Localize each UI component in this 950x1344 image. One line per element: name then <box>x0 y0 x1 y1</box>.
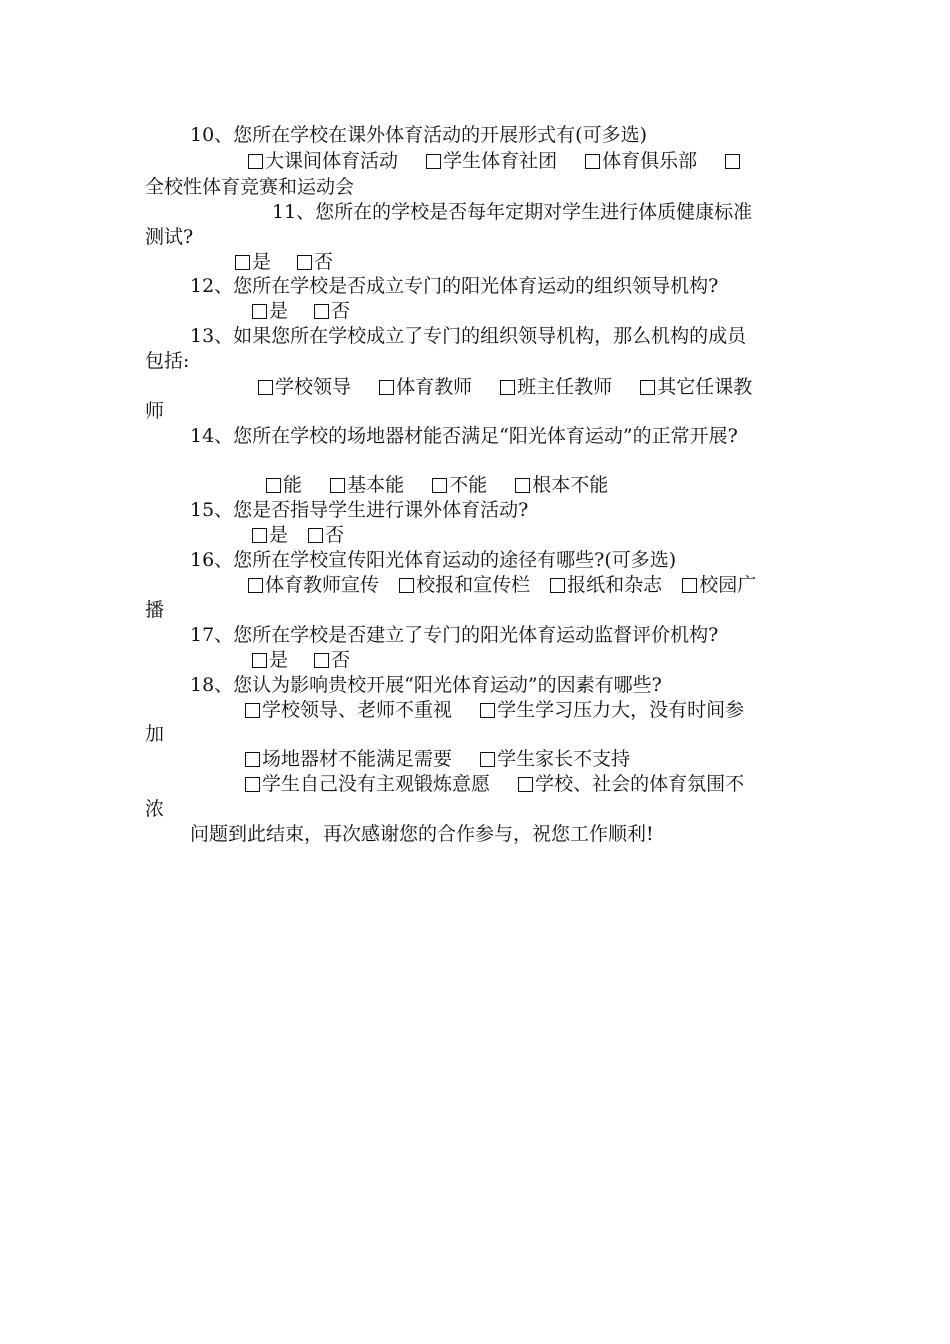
question-14-options <box>266 473 608 498</box>
option-checkbox[interactable] <box>518 772 744 797</box>
checkbox-icon[interactable] <box>585 154 600 169</box>
option-label: 大课间体育活动 <box>265 150 399 172</box>
question-12-text: 12、您所在学校是否成立专门的阳光体育运动的组织领导机构? <box>190 275 719 297</box>
question-10-options <box>248 149 742 174</box>
option-label: 学校领导 <box>275 376 352 398</box>
checkbox-icon[interactable] <box>399 578 414 593</box>
checkbox-icon[interactable] <box>379 380 394 395</box>
option-label: 体育教师宣传 <box>265 574 380 596</box>
option-checkbox[interactable] <box>248 149 398 174</box>
checkbox-icon[interactable] <box>500 380 515 395</box>
option-checkbox[interactable] <box>426 149 557 174</box>
checkbox-icon[interactable] <box>308 528 323 543</box>
question-18-options-row1 <box>245 698 744 723</box>
option-checkbox[interactable] <box>550 573 662 598</box>
checkbox-icon[interactable] <box>252 653 267 668</box>
question-18-row1-wrap: 加 <box>145 723 165 745</box>
checkbox-icon[interactable] <box>480 752 495 767</box>
checkbox-icon[interactable] <box>266 478 281 493</box>
question-11-text: 11、您所在的学校是否每年定期对学生进行体质健康标准 <box>272 201 753 223</box>
checkbox-icon[interactable] <box>330 478 345 493</box>
checkbox-icon[interactable] <box>426 154 441 169</box>
option-label: 班主任教师 <box>517 376 613 398</box>
option-label: 体育俱乐部 <box>602 150 698 172</box>
option-checkbox[interactable] <box>725 149 742 174</box>
checkbox-icon[interactable] <box>432 478 447 493</box>
checkbox-icon[interactable] <box>518 777 533 792</box>
option-checkbox[interactable] <box>330 473 404 498</box>
option-checkbox[interactable] <box>297 250 333 275</box>
question-18-options-row3 <box>245 772 744 797</box>
option-label: 学生家长不支持 <box>497 748 631 770</box>
question-18-text: 18、您认为影响贵校开展“阳光体育运动”的因素有哪些? <box>190 674 662 696</box>
option-checkbox[interactable] <box>480 747 630 772</box>
question-15-options <box>252 523 344 548</box>
question-15-text: 15、您是否指导学生进行课外体育活动? <box>190 499 529 521</box>
option-label: 学生学习压力大，没有时间参 <box>497 699 745 721</box>
option-label: 基本能 <box>347 474 405 496</box>
option-label: 不能 <box>449 474 488 496</box>
option-checkbox[interactable] <box>379 375 472 400</box>
option-label: 报纸和杂志 <box>567 574 663 596</box>
checkbox-icon[interactable] <box>297 255 312 270</box>
option-checkbox[interactable] <box>245 772 490 797</box>
checkbox-icon[interactable] <box>550 578 565 593</box>
checkbox-icon[interactable] <box>682 578 697 593</box>
option-label: 否 <box>331 649 351 671</box>
checkbox-icon[interactable] <box>314 653 329 668</box>
question-16-options <box>248 573 756 598</box>
question-17-text: 17、您所在学校是否建立了专门的阳光体育运动监督评价机构? <box>190 624 719 646</box>
option-checkbox[interactable] <box>480 698 744 723</box>
checkbox-icon[interactable] <box>252 304 267 319</box>
option-checkbox[interactable] <box>585 149 697 174</box>
option-label: 学校、社会的体育氛围不 <box>535 773 745 795</box>
option-checkbox[interactable] <box>314 648 350 673</box>
option-checkbox[interactable] <box>308 523 344 548</box>
question-10-option-wrap: 全校性体育竞赛和运动会 <box>145 176 355 198</box>
question-17-options <box>252 648 350 673</box>
question-11-text-wrap: 测试? <box>145 226 194 248</box>
question-13-options <box>258 375 752 400</box>
checkbox-icon[interactable] <box>314 304 329 319</box>
option-label: 学生自己没有主观锻炼意愿 <box>262 773 491 795</box>
option-label: 是 <box>269 649 289 671</box>
option-checkbox[interactable] <box>682 573 756 598</box>
question-18-options-row2 <box>245 747 630 772</box>
question-16-option-wrap: 播 <box>145 599 165 621</box>
checkbox-icon[interactable] <box>245 703 260 718</box>
checkbox-icon[interactable] <box>248 154 263 169</box>
option-checkbox[interactable] <box>252 648 288 673</box>
option-checkbox[interactable] <box>245 698 452 723</box>
option-checkbox[interactable] <box>248 573 379 598</box>
option-label: 校报和宣传栏 <box>416 574 531 596</box>
question-11-options <box>235 250 333 275</box>
option-label: 学生体育社团 <box>443 150 558 172</box>
question-10-text: 10、您所在学校在课外体育活动的开展形式有(可多选) <box>190 124 648 146</box>
checkbox-icon[interactable] <box>245 777 260 792</box>
question-13-text: 13、如果您所在学校成立了专门的组织领导机构，那么机构的成员 <box>190 325 747 347</box>
checkbox-icon[interactable] <box>725 154 740 169</box>
option-label: 否 <box>331 300 351 322</box>
option-checkbox[interactable] <box>252 299 288 324</box>
option-checkbox[interactable] <box>235 250 271 275</box>
checkbox-icon[interactable] <box>515 478 530 493</box>
option-label: 能 <box>283 474 303 496</box>
option-checkbox[interactable] <box>258 375 351 400</box>
option-checkbox[interactable] <box>500 375 612 400</box>
option-checkbox[interactable] <box>640 375 752 400</box>
option-label: 学校领导、老师不重视 <box>262 699 453 721</box>
checkbox-icon[interactable] <box>640 380 655 395</box>
checkbox-icon[interactable] <box>235 255 250 270</box>
question-14-text: 14、您所在学校的场地器材能否满足“阳光体育运动”的正常开展? <box>190 425 738 447</box>
option-label: 场地器材不能满足需要 <box>262 748 453 770</box>
option-checkbox[interactable] <box>266 473 302 498</box>
checkbox-icon[interactable] <box>258 380 273 395</box>
question-18-row3-wrap: 浓 <box>145 798 165 820</box>
option-checkbox[interactable] <box>245 747 452 772</box>
question-13-text-wrap: 包括: <box>145 350 190 372</box>
checkbox-icon[interactable] <box>480 703 495 718</box>
question-13-option-wrap: 师 <box>145 400 165 422</box>
option-label: 校园广 <box>699 574 757 596</box>
option-label: 是 <box>269 300 289 322</box>
option-checkbox[interactable] <box>432 473 487 498</box>
option-label: 否 <box>325 524 345 546</box>
question-12-options <box>252 299 350 324</box>
option-label: 是 <box>252 251 272 273</box>
option-checkbox[interactable] <box>314 299 350 324</box>
option-checkbox[interactable] <box>252 523 288 548</box>
option-label: 是 <box>269 524 289 546</box>
option-checkbox[interactable] <box>399 573 530 598</box>
checkbox-icon[interactable] <box>245 752 260 767</box>
checkbox-icon[interactable] <box>248 578 263 593</box>
question-16-text: 16、您所在学校宣传阳光体育运动的途径有哪些?(可多选) <box>190 549 677 571</box>
option-label: 根本不能 <box>532 474 609 496</box>
closing-text: 问题到此结束，再次感谢您的合作参与，祝您工作顺利! <box>190 823 654 845</box>
option-label: 其它任课教 <box>657 376 753 398</box>
checkbox-icon[interactable] <box>252 528 267 543</box>
option-label: 体育教师 <box>396 376 473 398</box>
option-label: 否 <box>314 251 334 273</box>
option-checkbox[interactable] <box>515 473 608 498</box>
